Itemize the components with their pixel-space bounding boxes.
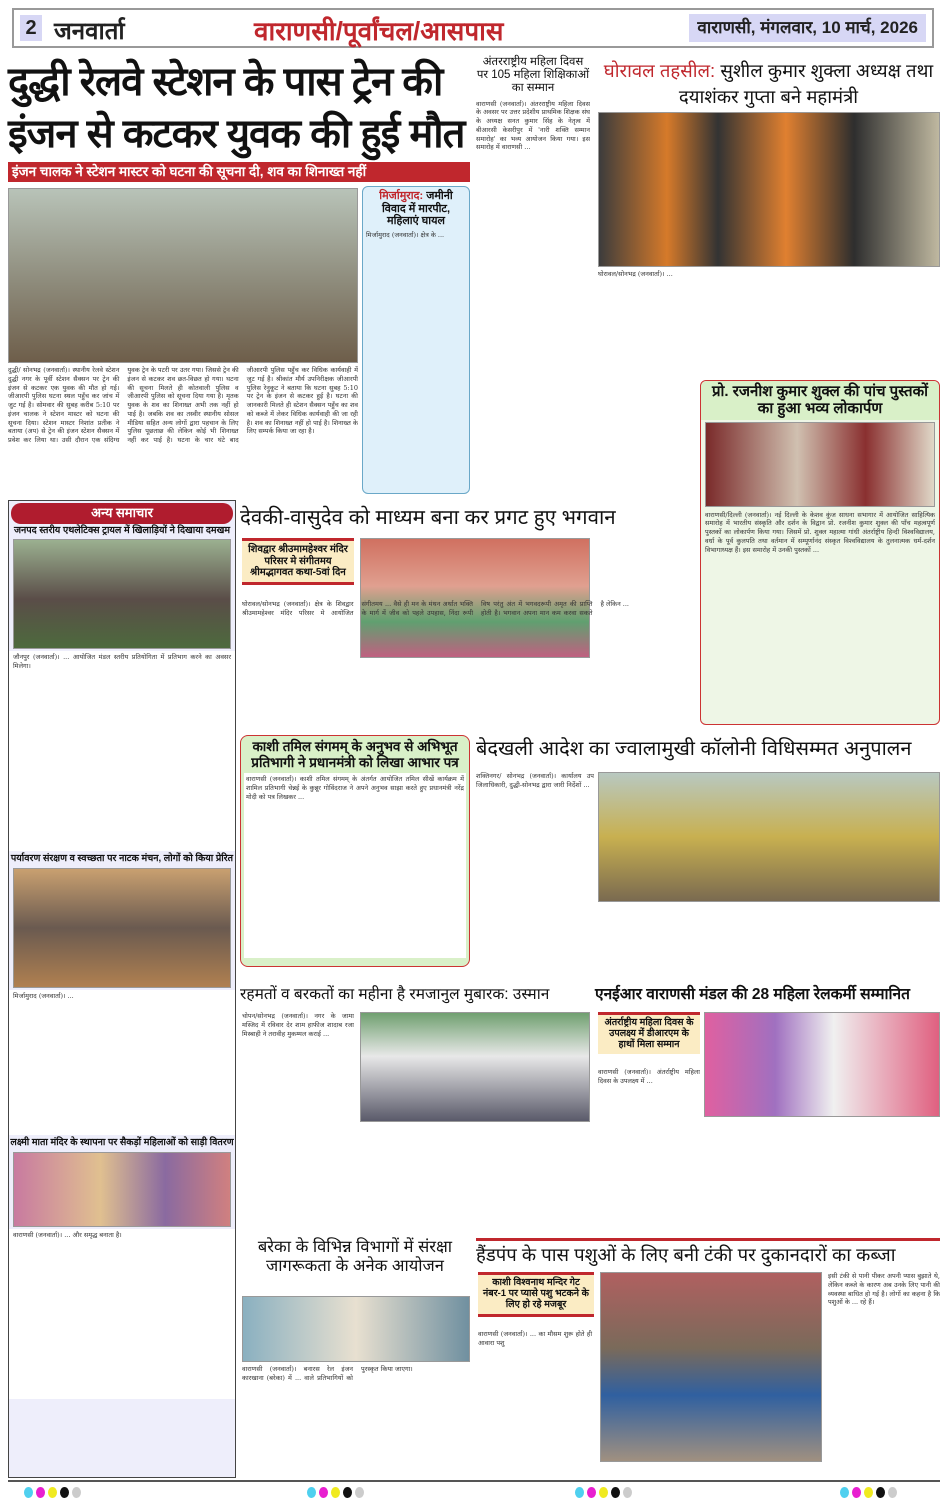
other-news-body: मिर्जामुराद (जनवार्ता)। ...: [9, 990, 235, 1135]
registration-marks: [24, 1487, 81, 1498]
dateline: वाराणसी, मंगलवार, 10 मार्च, 2026: [689, 14, 926, 42]
handpump-kicker: काशी विश्वनाथ मन्दिर गेट नंबर-1 पर प्यासे पशु भटकने के लिए हो रहे मजबूर: [478, 1272, 594, 1317]
footer-rule: [8, 1480, 940, 1482]
handpump-headline: हैंडपंप के पास पशुओं के लिए बनी टंकी पर दुकानदारों का कब्जा: [476, 1244, 896, 1265]
ner-body-cont: [704, 1120, 940, 1230]
other-news-headline: लक्ष्मी माता मंदिर के स्थापना पर सैकड़ों महिलाओं को साड़ी वितरण: [10, 1136, 234, 1148]
registration-marks: [307, 1487, 364, 1498]
registration-marks: [575, 1487, 632, 1498]
ramzan-body: चोपन/सोनभद्र (जनवार्ता)। नगर के जामा मस्जिद में रविवार देर शाम हाफीज शादाब रजा मिस्बाही ने तरावीह मुकम्मल कराई ...: [242, 1012, 354, 1038]
ner-photo: [704, 1012, 940, 1117]
bareka-photo: [242, 1296, 470, 1362]
book-launch-box: [700, 380, 940, 725]
handpump-body-cont: इसी टंकी से पानी पीकर अपनी प्यास बुझाते थे, लेकिन कब्जे के कारण अब उनके लिए पानी की व्यवस्था बाधित हो गई है। लोगों का कहना है कि पशुओं के ... रहे हैं।: [828, 1272, 940, 1307]
eviction-body-cont: [598, 906, 940, 968]
other-news-column: [8, 500, 236, 1478]
place-label: मिर्जामुराद:: [379, 190, 424, 202]
eviction-photo: [598, 772, 940, 902]
ner-headline: एनईआर वाराणसी मंडल की 28 महिला रेलकर्मी सम्मानित: [595, 986, 910, 1003]
masthead: [12, 8, 934, 48]
section-title: वाराणसी/पूर्वांचल/आसपास: [254, 16, 504, 46]
ramzan-photo: [360, 1012, 590, 1122]
place-label: घोरावल तहसील:: [603, 60, 716, 81]
women-teachers-headline: अंतरराष्ट्रीय महिला दिवस पर 105 महिला शिक्षिकाओं का सम्मान: [476, 56, 590, 95]
mirzamurad-box: [362, 186, 470, 494]
bareka-headline: बरेका के विभिन्न विभागों में संरक्षा जागरूकता के अनेक आयोजन: [257, 1238, 453, 1275]
ghorawal-body-cont: [598, 380, 698, 495]
play-photo: [13, 868, 231, 988]
lead-headline: [8, 56, 470, 160]
lead-subhead: इंजन चालक ने स्टेशन मास्टर को घटना की सूचना दी, शव का शिनाख्त नहीं: [8, 162, 470, 182]
other-news-body: वाराणसी (जनवार्ता)। ... और समृद्ध बनाता है।: [9, 1229, 235, 1399]
kashi-tamil-box: [240, 735, 470, 967]
headline-text: सुशील कुमार शुक्ला अध्यक्ष तथा दयाशंकर गुप्ता बने महामंत्री: [678, 60, 934, 107]
handpump-photo: [600, 1272, 822, 1462]
lead-photo: [8, 188, 358, 363]
saree-photo: [13, 1152, 231, 1227]
bareka-body: वाराणसी (जनवार्ता)। बनारस रेल इंजन कारखाना (बरेका) में ... वाले प्रतिभागियों को पुरस्कृत किया जाएगा।: [242, 1365, 413, 1382]
ner-kicker: अंतर्राष्ट्रीय महिला दिवस के उपलक्ष्य में डीआरएम के हाथों मिला सम्मान: [598, 1012, 700, 1054]
devaki-kicker: शिवद्वार श्रीउमामहेश्वर मंदिर परिसर मे संगीतमय श्रीमद्भागवत कथा-5वां दिन: [242, 538, 354, 585]
headline-line: दुद्धी रेलवे स्टेशन के पास ट्रेन की: [8, 60, 443, 104]
lead-body: दुद्धी/ सोनभद्र (जनवार्ता)। स्थानीय रेलवे स्टेशन दुद्धी नगर के पूर्वी स्टेशन सैक्सन पर ट्रेन की इंजन से कटकर एक युवक की मौत हो गई। जीआरपी पुलिस घटना स्थल पहुँच कर जांच में जुट गई है। सोमवार की सुबह करीब 5:10 पर इंजन चालक ने स्टेशन मास्टर को घटना की सूचना दिया। स्टेशन मास्टर निशांत प्रतीक ने बताया (अप) से ट्रेन की इंजन स्टेशन सैक्सन में प्रवेश कर लिया था। उसी दौरान एक संदिग्ध युवक ट्रेन के पटरी पर उतर गया। जिससे ट्रेन की इंजन से कटकर शव छत-विछत हो गया। घटना की सूचना मिलते ही कोतवाली पुलिस व जीआरपी पुलिस को सूचना दिया गया है। मृतक युवक के शव का शिनाख्त अभी तक नहीं हो पाई है। जबकि शव का तस्वीर स्थानीय सोसल मीडिया सहित अन्य लोगों द्वारा पहचान के लिए पुलिस पूछताछ की लेकिन कोई भी शिनाख्त नहीं कर पाई है। घटना के चार घंटे बाद जीआरपी पुलिस पहुँच कर विधिक कार्यवाही में जुट गई है। श्रीकांत मौर्य उपनिरीक्षक जीआरपी पुलिस रेनुकूट ने बताया कि घटना सुबह 5:10 पर ट्रेन के इंजन से कटकर हुई है। घटना की जानकारी मिलते ही स्टेशन सैक्सन पहुँच का शव को कब्जे में लेकर विधिक कार्यवाही की जा रही है। शव का शिनाख्त नहीं हो पाई है। शिनाख्त के लिए सम्पर्क किया जा रहा है।: [8, 366, 358, 445]
registration-marks: [840, 1487, 897, 1498]
mirzamurad-body: मिर्जामुराद (जनवार्ता)। क्षेत्र के ...: [366, 230, 445, 239]
divider: [476, 1238, 940, 1241]
women-teachers-body: वाराणसी (जनवार्ता)। अंतरराष्ट्रीय महिला दिवस के अवसर पर उत्तर प्रदेशीय प्राथमिक शिक्षक संघ के अध्यक्ष सनत कुमार सिंह के नेतृत्व में बीआरसी केसरीपुर में 'नारी शक्ति सम्मान समारोह' का भव्य आयोजन किया गया। इस समारोह में वाराणसी ...: [476, 99, 590, 152]
handpump-body: वाराणसी (जनवार्ता)। ... का मौसम शुरू होते ही आवारा पशु: [478, 1330, 592, 1347]
ramzan-headline: रहमतों व बरकतों का महीना है रमजानुल मुबारक: उस्मान: [240, 986, 550, 1003]
ghorawal-body: घोरावल/सोनभद्र (जनवार्ता)। ...: [598, 270, 673, 278]
paper-name: जनवार्ता: [54, 17, 125, 45]
other-news-headline: पर्यावरण संरक्षण व स्वच्छता पर नाटक मंचन, लोगों को किया प्रेरित: [10, 852, 234, 864]
eviction-body: शक्तिनगर/ सोनभद्र (जनवार्ता)। कार्यालय उप जिलाधिकारी, दुद्धी-सोनभद्र द्वारा जारी निर्देशों ...: [476, 772, 594, 789]
other-news-label: अन्य समाचार: [11, 503, 233, 524]
mirzamurad-headline: जमीनी विवाद में मारपीट, महिलाएं घायल: [381, 190, 453, 228]
page-number: 2: [20, 15, 42, 41]
kashi-tamil-headline: काशी तमिल संगमम् के अनुभव से अभिभूत प्रतिभागी ने प्रधानमंत्री को लिखा आभार पत्र: [251, 739, 459, 770]
devaki-body: घोरावल/सोनभद्र (जनवार्ता)। क्षेत्र के शिवद्वार श्रीउमामहेश्वर मंदिर परिसर मे आयोजित संगीतमय ... वैसे ही मन के मंथन अर्थात भक्ति के मार्ग में जीव को पहले उपहास, निंदा रूपी विष परंतु अंत में भगवदरूपी अमृत की प्राप्ति होती है। भगवान अपना मान कम करवा सकते है लेकिन ...: [242, 600, 629, 617]
kashi-tamil-body: वाराणसी (जनवार्ता)। काशी तमिल संगमम् के अंतर्गत आयोजित तमिल सीखें कार्यक्रम में शामिल प्रतिभागी चेन्नई के कुन्नूर गोविंदराज ने अपने अनुभव साझा करते हुए प्रधानमंत्री नरेंद्र मोदी को पत्र लिखकर ...: [244, 773, 466, 958]
ghorawal-photo: [598, 112, 940, 267]
other-news-body: जौनपुर (जनवार्ता)। ... आयोजित मंडल स्तरीय प्रतियोगिता में प्रतिभाग करने का अवसर मिलेगा।: [9, 651, 235, 851]
book-launch-photo: [705, 422, 935, 507]
book-launch-body: वाराणसी/दिल्ली (जनवार्ता)। नई दिल्ली के केशव कुंज साधना सभागार में आयोजित साहित्यिक समारोह में भारतीय संस्कृति और दर्शन के विद्वान प्रो. रजनीश कुमार शुक्ल की पाँच महत्वपूर्ण पुस्तकों का लोकार्पण किया गया। जिसमें प्रो. शुक्ल महात्मा गांधी अंतर्राष्ट्रीय हिन्दी विश्वविद्यालय, वर्धा के पूर्व कुलपति तथा वर्तमान में सम्पूर्णानंद संस्कृत विश्वविद्यालय के तुलनात्मक धर्म-दर्शन विभागाध्यक्ष हैं। इस समारोह में उनकी पुस्तकों ...: [705, 510, 935, 554]
devaki-headline: देवकी-वासुदेव को माध्यम बना कर प्रगट हुए भगवान: [240, 506, 616, 529]
eviction-headline: बेदखली आदेश का ज्वालामुखी कॉलोनी विधिसम्मत अनुपालन: [476, 738, 912, 760]
other-news-headline: जनपद स्तरीय एथलेटिक्स ट्रायल में खिलाड़ियों ने दिखाया दमखम: [13, 524, 231, 536]
ghorawal-headline: [596, 58, 941, 110]
ramzan-body-cont: [360, 1126, 590, 1231]
book-launch-headline: प्रो. रजनीश कुमार शुक्ल की पांच पुस्तकों का हुआ भव्य लोकार्पण: [701, 381, 939, 420]
athletics-photo: [13, 539, 231, 649]
ner-body: वाराणसी (जनवार्ता)। अंतर्राष्ट्रीय महिला दिवस के उपलक्ष्य में ...: [598, 1068, 700, 1085]
women-teachers-story: [476, 56, 590, 494]
headline-line: इंजन से कटकर युवक की हुई मौत: [8, 112, 465, 156]
